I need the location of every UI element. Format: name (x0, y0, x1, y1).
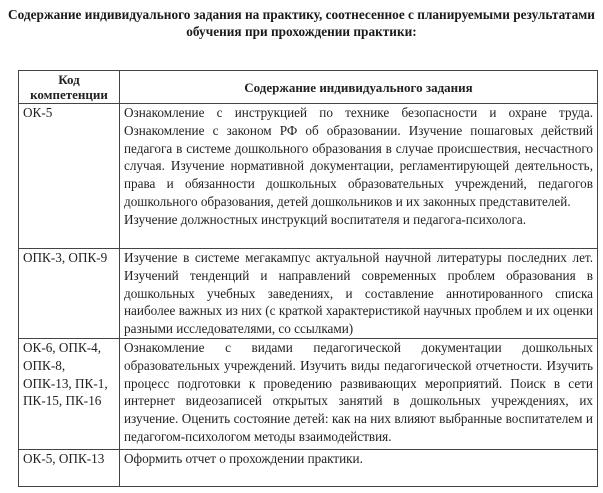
competence-code: ОК-5 (19, 104, 120, 249)
table-row (19, 449, 598, 486)
competence-code: ОК-5, ОПК-13 (19, 449, 120, 486)
assignment-table (18, 70, 598, 487)
table-row (19, 249, 598, 339)
table-row (19, 104, 598, 249)
assignment-text-extra: Изучение должностных инструкций воспитателя и педагога-психолога. (124, 211, 527, 227)
competence-code: ОК-6, ОПК-4, ОПК-8, ОПК-13, ПК-1, ПК-15, ПК-16 (19, 338, 120, 449)
header-code: Код компетенции (19, 71, 120, 104)
table-row (19, 338, 598, 449)
header-content: Содержание индивидуального задания (120, 71, 598, 104)
assignment-content: Ознакомление с видами педагогической документации дошкольных образовательных учреждений. Изучить виды педагогической отчетности. Изучить процесс подготовки к проведению развивающих мероприятий. Поиск в сети интернет видеозаписей открытых занятий в дошкольных учреждениях, их изучение. Оценить состояние детей: как на них влияют выбранные воспитателем и педагогом-психологом методы взаимодействия. (120, 338, 598, 449)
assignment-text: Ознакомление с инструкцией по технике безопасности и охране труда. Ознакомление с законом РФ об образовании. Изучение пошаговых действий педагога в системе дошкольного образования в случае происшествия, несчастного случая. Изучение нормативной документации, регламентирующей деятельность, права и обязанности дошкольных образовательных учреждений, педагогов дошкольного образования, детей дошкольников и их законных представителей. (124, 105, 593, 209)
competence-code: ОПК-3, ОПК-9 (19, 249, 120, 339)
table-header-row (19, 71, 598, 104)
assignment-content (120, 104, 598, 249)
assignment-content: Изучение в системе мегакампус актуальной научной литературы последних лет. Изучений тенденций и направлений современных проблем образования в дошкольных учебных заведениях, и составление аннотированного списка наиболее важных из них (с краткой характеристикой научных проблем и их оценки разными исследователями, со ссылками) (120, 249, 598, 339)
page-title: Содержание индивидуального задания на практику, соотнесенное с планируемыми результатами обучения при прохождении практики: (8, 7, 595, 39)
assignment-content: Оформить отчет о прохождении практики. (120, 449, 598, 486)
